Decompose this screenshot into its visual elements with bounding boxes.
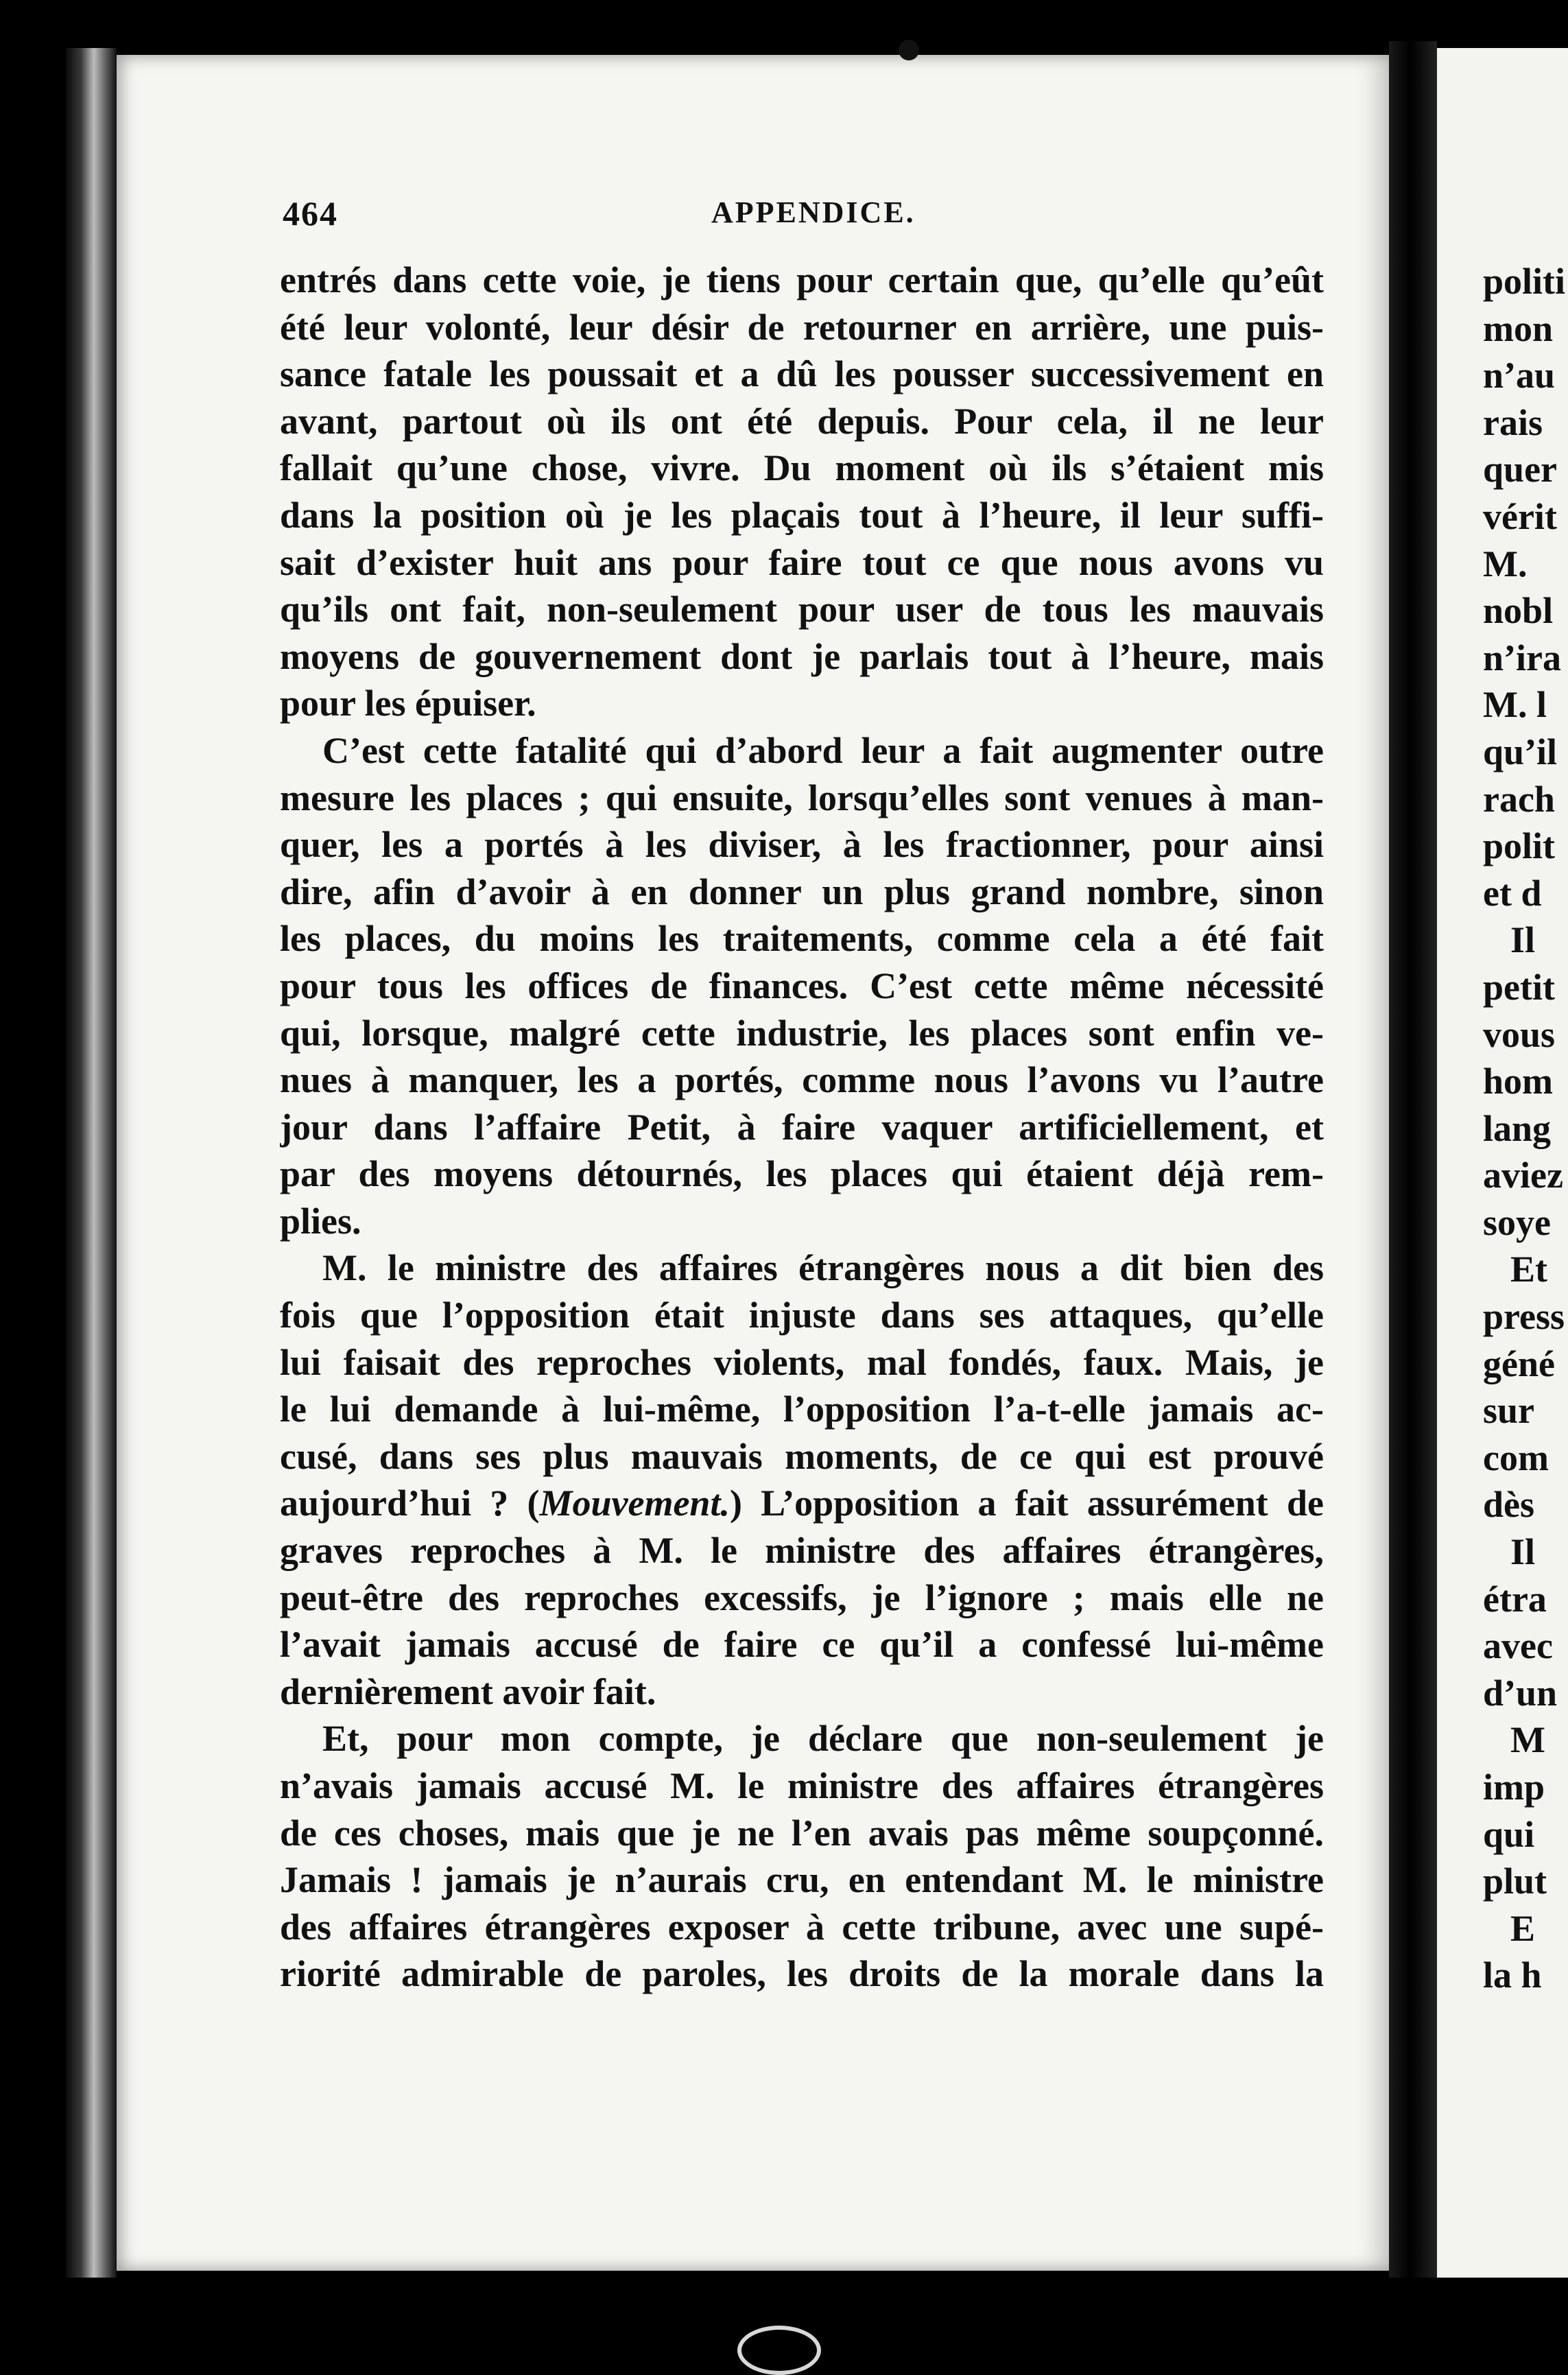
italic-interjection: Mouvement. — [539, 1482, 730, 1524]
fragment-line: Et — [1510, 1249, 1547, 1290]
text-line: le lui demande à lui-même, l’opposition l’a-t-elle jamais ac- — [280, 1389, 1324, 1430]
text-line: C’est cette fatalité qui d’abord leur a fait augmenter outre — [322, 729, 1324, 771]
text-line: moyens de gouvernement dont je parlais tout à l’heure, mais — [280, 635, 1324, 677]
page-number: 464 — [283, 194, 338, 233]
text-line: cusé, dans ses plus mauvais moments, de ce qui est prouvé — [280, 1435, 1324, 1477]
text-line: été leur volonté, leur désir de retourner en arrière, une puis- — [280, 306, 1324, 348]
fragment-line: M. — [1483, 543, 1528, 584]
fragment-line: quer — [1483, 449, 1557, 491]
fragment-line: sur — [1483, 1390, 1535, 1432]
fragment-line: la h — [1483, 1954, 1542, 1996]
fragment-line: Il — [1510, 1531, 1536, 1573]
text-line: Jamais ! jamais je n’aurais cru, en entendant M. le ministre — [280, 1859, 1324, 1901]
fragment-line: qui — [1483, 1813, 1535, 1855]
fragment-line: petit — [1483, 966, 1555, 1008]
page-gutter — [1389, 41, 1437, 2278]
fragment-line: dès — [1483, 1484, 1535, 1526]
text-line: Et, pour mon compte, je déclare que non-seulement je — [322, 1718, 1324, 1760]
text-line: lui faisait des reproches violents, mal fondés, faux. Mais, je — [280, 1341, 1324, 1383]
fragment-line: nobl — [1483, 590, 1554, 632]
fragment-line: n’au — [1483, 355, 1556, 397]
fragment-line: Il — [1510, 919, 1536, 961]
fragment-line: d’un — [1483, 1672, 1558, 1714]
text-line: plies. — [280, 1200, 361, 1242]
scan-mark-bottom — [737, 2326, 821, 2375]
text-line: avant, partout où ils ont été depuis. Pour cela, il ne leur — [280, 400, 1324, 442]
fragment-line: imp — [1483, 1767, 1545, 1808]
fragment-line: lang — [1483, 1107, 1552, 1149]
text-line: quer, les a portés à les diviser, à les fractionner, pour ainsi — [280, 824, 1324, 866]
text-line: dire, afin d’avoir à en donner un plus grand nombre, sinon — [280, 871, 1324, 912]
fragment-line: vous — [1483, 1013, 1556, 1055]
text-line: qui, lorsque, malgré cette industrie, les places sont enfin ve- — [280, 1012, 1324, 1054]
text-line: n’avais jamais accusé M. le ministre des affaires étrangères — [280, 1765, 1324, 1806]
fragment-line: mon — [1483, 307, 1554, 349]
page-header — [283, 193, 1325, 241]
fragment-line: rach — [1483, 778, 1555, 820]
fragment-line: avec — [1483, 1625, 1553, 1667]
text-line: riorité admirable de paroles, les droits de la morale dans la — [280, 1953, 1324, 1995]
fragment-line: E — [1510, 1907, 1536, 1949]
fragment-line: qu’il — [1483, 731, 1558, 772]
fragment-line: polit — [1483, 825, 1556, 867]
text-line: sait d’exister huit ans pour faire tout ce que nous avons vu — [280, 541, 1324, 583]
fragment-line: n’ira — [1483, 637, 1561, 678]
text-line: par des moyens détournés, les places qui étaient déjà rem- — [280, 1153, 1324, 1195]
fragment-line: press — [1483, 1296, 1565, 1338]
text-line: pour tous les offices de finances. C’est cette même nécessité — [280, 965, 1324, 1006]
fragment-line: rais — [1483, 401, 1543, 443]
running-title: APPENDICE. — [711, 196, 916, 229]
fragment-line: soye — [1483, 1201, 1551, 1243]
body-text — [280, 257, 1324, 1998]
fragment-line: étra — [1483, 1578, 1547, 1620]
text-line: aujourd’hui ? (Mouvement.) L’opposition a fait assurément de — [280, 1482, 1324, 1524]
text-line: pour les épuiser. — [280, 683, 536, 724]
fragment-line: com — [1483, 1437, 1549, 1478]
text-line: fois que l’opposition était injuste dans ses attaques, qu’elle — [280, 1295, 1324, 1336]
text-line: mesure les places ; qui ensuite, lorsqu’elles sont venues à man- — [280, 777, 1324, 818]
text-line: graves reproches à M. le ministre des affaires étrangères, — [280, 1530, 1324, 1572]
text-line: fallait qu’une chose, vivre. Du moment où ils s’étaient mis — [280, 447, 1324, 489]
text-line: nues à manquer, les a portés, comme nous l’avons vu l’autre — [280, 1059, 1324, 1101]
text-line: peut-être des reproches excessifs, je l’ignore ; mais elle ne — [280, 1576, 1324, 1618]
fragment-line: M. l — [1483, 684, 1547, 726]
fragment-line: politi — [1483, 261, 1566, 302]
fragment-line: aviez — [1483, 1155, 1563, 1196]
fragment-line: vérit — [1483, 495, 1557, 537]
text-line: les places, du moins les traitements, comme cela a été fait — [280, 918, 1324, 960]
fragment-line: géné — [1483, 1343, 1555, 1384]
text-line: qu’ils ont fait, non-seulement pour user de tous les mauvais — [280, 589, 1324, 630]
text-line: dans la position où je les plaçais tout à l’heure, il leur suffi- — [280, 494, 1324, 536]
text-line: entrés dans cette voie, je tiens pour certain que, qu’elle qu’eût — [280, 259, 1324, 300]
text-line: jour dans l’affaire Petit, à faire vaquer artificiellement, et — [280, 1106, 1324, 1148]
fragment-line: M — [1510, 1719, 1545, 1761]
text-line: de ces choses, mais que je ne l’en avais pas même soupçonné. — [280, 1812, 1324, 1854]
fragment-line: hom — [1483, 1061, 1554, 1102]
right-page-text — [1483, 258, 1568, 1999]
text-line: dernièrement avoir fait. — [280, 1670, 656, 1712]
book-binding — [66, 48, 117, 2278]
fragment-line: et d — [1483, 872, 1542, 914]
text-line: sance fatale les poussait et a dû les pousser successivement en — [280, 353, 1324, 395]
scan-mark — [899, 40, 919, 60]
text-line: M. le ministre des affaires étrangères nous a dit bien des — [322, 1247, 1324, 1289]
text-line: des affaires étrangères exposer à cette tribune, avec une supé- — [280, 1906, 1324, 1948]
text-line: l’avait jamais accusé de faire ce qu’il a confessé lui-même — [280, 1624, 1324, 1666]
fragment-line: plut — [1483, 1860, 1547, 1902]
